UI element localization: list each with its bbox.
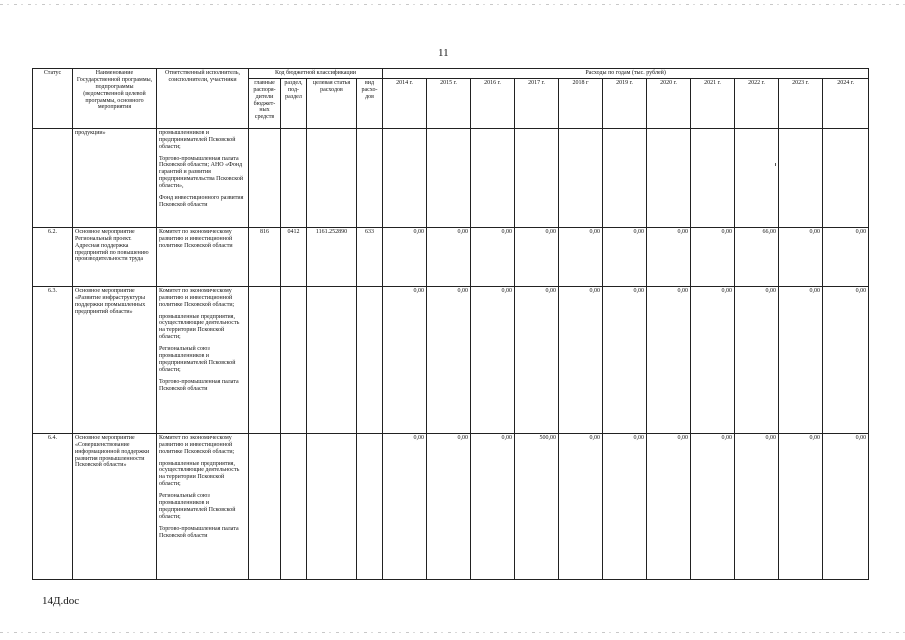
row-value: 0,00 (823, 433, 869, 579)
row-value: 0,00 (515, 286, 559, 433)
row-grbs (249, 286, 281, 433)
header-year: 2024 г. (823, 78, 869, 128)
row-grbs (249, 433, 281, 579)
row-section (281, 128, 307, 227)
header-target-article: целевая статья расходов (307, 78, 357, 128)
row-value: 0,00 (779, 286, 823, 433)
row-expense-type (357, 286, 383, 433)
row-value: 0,00 (823, 286, 869, 433)
header-year: 2022 г. (735, 78, 779, 128)
row-value: 0,00 (603, 286, 647, 433)
responsible-entry: Региональный союз промышленников и предпринимателей Псковской области; (159, 493, 236, 520)
header-status: Статус (33, 69, 73, 129)
row-target-article (307, 433, 357, 579)
row-value: 66,00 (735, 227, 779, 286)
row-value: 0,00 (691, 433, 735, 579)
row-value: 500,00 (515, 433, 559, 579)
responsible-entry: промышленников и предпринимателей Псковской области; (159, 129, 236, 150)
scan-artifact-top (0, 4, 905, 5)
row-value: 0,00 (735, 433, 779, 579)
responsible-entry: промышленные предприятия, осуществляющие деятельность на территории Псковской области; (159, 313, 240, 341)
table-row (33, 227, 869, 286)
row-value (647, 128, 691, 227)
responsible-entry: промышленные предприятия, осуществляющие деятельность на территории Псковской области; (159, 460, 240, 488)
responsible-entry: Региональный союз промышленников и предпринимателей Псковской области; (159, 346, 236, 373)
row-name: продукции» (73, 128, 157, 227)
row-value: 0,00 (691, 227, 735, 286)
row-value (603, 128, 647, 227)
row-responsible (157, 128, 249, 227)
row-responsible (157, 286, 249, 433)
row-value: 0,00 (471, 227, 515, 286)
table-row (33, 128, 869, 227)
row-value: 0,00 (471, 286, 515, 433)
row-target-article: 1161.252890 (307, 227, 357, 286)
row-grbs (249, 128, 281, 227)
row-value: 0,00 (515, 227, 559, 286)
scan-artifact-bottom (0, 632, 905, 633)
row-value (779, 128, 823, 227)
header-responsible: Ответственный исполнитель, соисполнители, участники (157, 69, 249, 129)
row-responsible (157, 433, 249, 579)
row-target-article (307, 128, 357, 227)
header-year: 2019 г. (603, 78, 647, 128)
responsible-entry: Торгово-промышленная палата Псковской области; АНО «Фонд гарантий и развития предпринимательства Псковской области», (159, 155, 244, 190)
header-section: раздел, под-раздел (281, 78, 307, 128)
row-status: 6.2. (33, 227, 73, 286)
row-value: 0,00 (647, 286, 691, 433)
header-expenses: Расходы по годам (тыс. рублей) (383, 69, 869, 79)
row-value: 0,00 (559, 286, 603, 433)
row-value: 0,00 (383, 433, 427, 579)
row-value: 0,00 (427, 227, 471, 286)
row-value: 0,00 (427, 433, 471, 579)
row-value: 0,00 (823, 227, 869, 286)
row-section (281, 433, 307, 579)
header-year: 2023 г. (779, 78, 823, 128)
row-section (281, 286, 307, 433)
row-value (427, 128, 471, 227)
row-value: 0,00 (471, 433, 515, 579)
responsible-entry: Фонд инвестиционного развития Псковской области (159, 195, 244, 208)
row-expense-type (357, 433, 383, 579)
row-name: Основное мероприятие «Развитие инфраструктуры поддержки промышленных предприятий области» (73, 286, 157, 433)
header-year: 2021 г. (691, 78, 735, 128)
header-grbs: главные распоря-дители бюджет-ных средств (249, 78, 281, 128)
header-year: 2016 г. (471, 78, 515, 128)
row-name: Основное мероприятие Региональный проект. Адресная поддержка предприятий по повышению производительности труда (73, 227, 157, 286)
header-row-1 (33, 69, 869, 79)
row-value: 0,00 (647, 433, 691, 579)
row-responsible (157, 227, 249, 286)
row-value (559, 128, 603, 227)
responsible-entry: Комитет по экономическому развитию и инвестиционной политике Псковской области; (159, 287, 235, 308)
row-section: 0412 (281, 227, 307, 286)
row-expense-type (357, 128, 383, 227)
row-value: 0,00 (603, 433, 647, 579)
row-value (735, 128, 779, 227)
responsible-entry: Комитет по экономическому развитию и инвестиционной политике Псковской области; (159, 434, 235, 455)
row-grbs: 816 (249, 227, 281, 286)
row-value: 0,00 (559, 227, 603, 286)
table-row (33, 286, 869, 433)
row-value: 0,00 (779, 433, 823, 579)
responsible-entry: Торгово-промышленная палата Псковской области (159, 378, 239, 392)
row-value (515, 128, 559, 227)
page-number: 11 (438, 47, 449, 59)
row-value (691, 128, 735, 227)
responsible-entry: Комитет по экономическому развитию и инвестиционной политике Псковской области (159, 228, 233, 249)
row-value: 0,00 (647, 227, 691, 286)
budget-table (32, 68, 869, 580)
row-value: 0,00 (779, 227, 823, 286)
table-row (33, 433, 869, 579)
header-year: 2017 г. (515, 78, 559, 128)
header-expense-type: вид расхо-дов (357, 78, 383, 128)
row-value (383, 128, 427, 227)
row-status: 6.3. (33, 286, 73, 433)
row-value: 0,00 (427, 286, 471, 433)
scan-speck (775, 163, 776, 166)
header-year: 2020 г. (647, 78, 691, 128)
row-value: 0,00 (383, 286, 427, 433)
row-value: 0,00 (603, 227, 647, 286)
responsible-entry: Торгово-промышленная палата Псковской области (159, 525, 239, 539)
row-value: 0,00 (691, 286, 735, 433)
row-status: 6.4. (33, 433, 73, 579)
header-year: 2014 г. (383, 78, 427, 128)
row-expense-type: 633 (357, 227, 383, 286)
row-target-article (307, 286, 357, 433)
row-name: Основное мероприятие «Совершенствование информационной поддержки развития промышленности Псковской области» (73, 433, 157, 579)
header-year: 2018 г (559, 78, 603, 128)
footer-filename: 14Д.doc (42, 595, 80, 607)
row-value: 0,00 (735, 286, 779, 433)
header-name: Наименование Государственной программы, подпрограммы (ведомственной целевой программы, основного мероприятия (73, 69, 157, 129)
header-bcc: Код бюджетной классификации (249, 69, 383, 79)
row-value: 0,00 (559, 433, 603, 579)
row-status (33, 128, 73, 227)
row-value: 0,00 (383, 227, 427, 286)
row-value (823, 128, 869, 227)
header-year: 2015 г. (427, 78, 471, 128)
row-value (471, 128, 515, 227)
